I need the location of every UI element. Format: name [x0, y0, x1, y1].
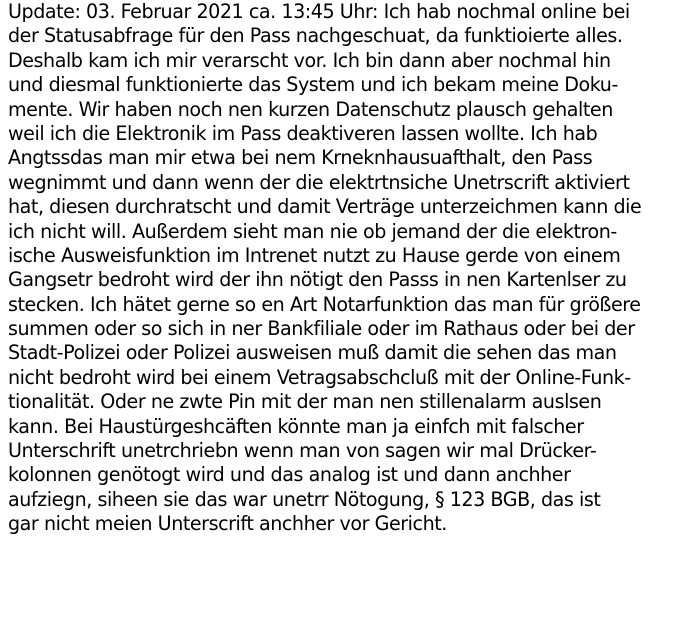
text-line: Stadt-Polizei oder Polizei ausweisen muß damit die sehen das man [8, 341, 617, 365]
text-line: gar nicht meien Unterscrift anchher vor Gericht. [8, 512, 447, 536]
text-line: ich nicht will. Außerdem sieht man nie ob jemand der die elektron- [8, 219, 617, 243]
text-line: summen oder so sich in ner Bankfiliale oder im Rathaus oder bei der [8, 317, 635, 341]
text-line: hat, diesen durchratscht und damit Verträge unterzeichmen kann die [8, 195, 642, 219]
text-line: wegnimmt und dann wenn der die elektrtnsiche Unetrscrift aktiviert [8, 170, 630, 194]
text-line: weil ich die Elektronik im Pass deaktiveren lassen wollte. Ich hab [8, 121, 598, 145]
text-line: mente. Wir haben noch nen kurzen Datenschutz plausch gehalten [8, 97, 613, 121]
text-line: und diesmal funktionierte das System und ich bekam meine Doku- [8, 73, 618, 97]
text-line: Unterschrift unetrchriebn wenn man von sagen wir mal Drücker- [8, 439, 597, 463]
text-line: Gangsetr bedroht wird der ihn nötigt den Passs in nen Kartenlser zu [8, 268, 627, 292]
text-line: Deshalb kam ich mir verarscht vor. Ich bin dann aber nochmal hin [8, 48, 611, 72]
text-line: aufziegn, siheen sie das war unetrr Nötogung, § 123 BGB, das ist [8, 487, 601, 511]
text-line: nicht bedroht wird bei einem Vetragsabschcluß mit der Online-Funk- [8, 365, 631, 389]
text-line: ische Ausweisfunktion im Intrenet nutzt zu Hause gerde von einem [8, 243, 621, 267]
text-line: Angtssdas man mir etwa bei nem Krneknhausuafthalt, den Pass [8, 146, 593, 170]
text-line: kann. Bei Haustürgeshcäften könnte man ja einfch mit falscher [8, 414, 584, 438]
text-line: tionalität. Oder ne zwte Pin mit der man nen stillenalarm auslsen [8, 390, 602, 414]
document-text [8, 0, 688, 537]
text-line: der Statusabfrage für den Pass nachgeschuat, da funktioierte alles. [8, 24, 623, 48]
text-line: Update: 03. Februar 2021 ca. 13:45 Uhr: Ich hab nochmal online bei [8, 0, 630, 23]
text-line: stecken. Ich hätet gerne so en Art Notarfunktion das man für größere [8, 292, 641, 316]
text-line: kolonnen genötogt wird und das analog ist und dann anchher [8, 463, 571, 487]
